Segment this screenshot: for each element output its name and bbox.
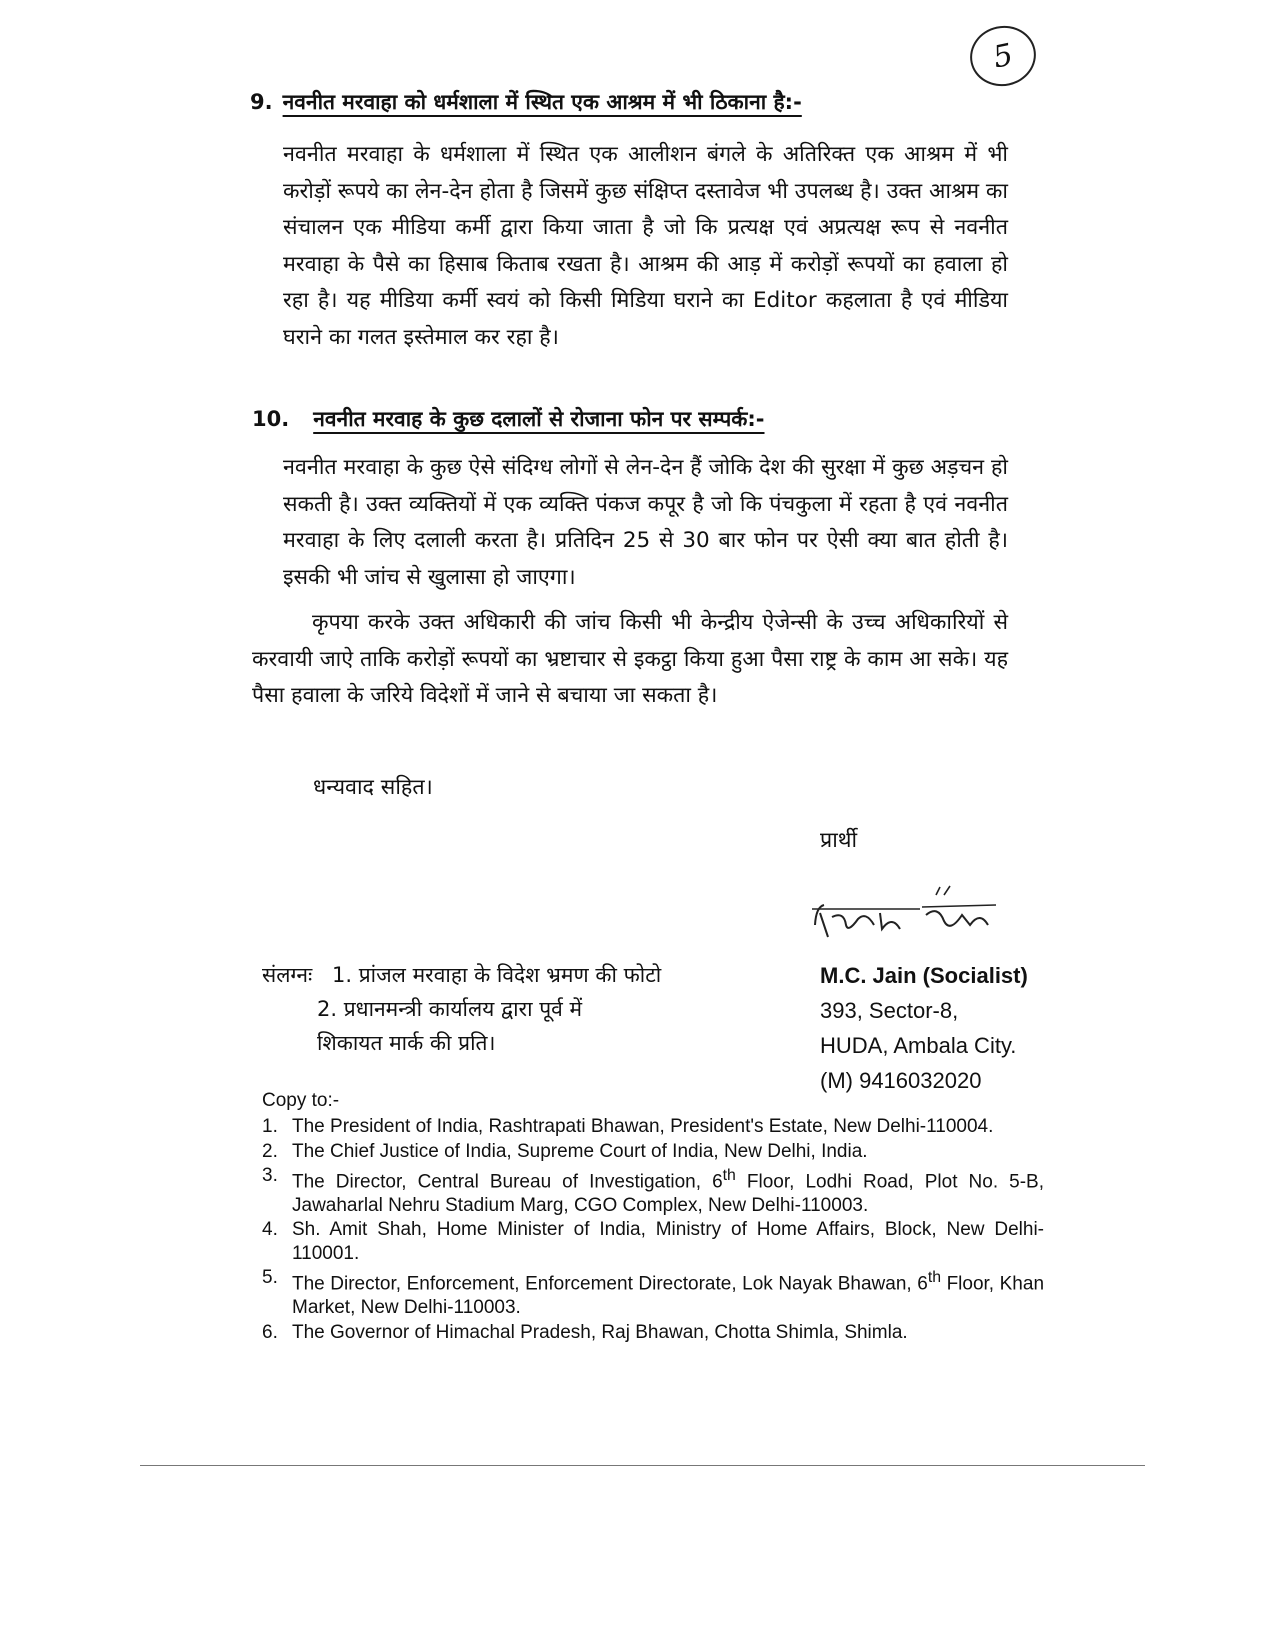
list-item [262, 1321, 1044, 1345]
item-text [292, 1266, 1044, 1319]
item-number: 4. [262, 1219, 278, 1241]
item-text: Sh. Amit Shah, Home Minister of India, Ministry of Home Affairs, Block, New Delhi-110001. [292, 1219, 1044, 1264]
sender-name: M.C. Jain (Socialist) [820, 963, 1028, 988]
page-number-circle [964, 20, 1041, 92]
item-number: 2. [262, 1140, 278, 1162]
enclosures-label: संलग्नः [262, 963, 313, 987]
item-number: 6. [262, 1321, 278, 1343]
item-text: The Governor of Himachal Pradesh, Raj Bhawan, Chotta Shimla, Shimla. [292, 1321, 908, 1343]
page-number: 5 [990, 36, 1016, 76]
enclosures [262, 958, 661, 1060]
list-item [262, 1218, 1044, 1265]
item-text: The President of India, Rashtrapati Bhawan, President's Estate, New Delhi-110004. [292, 1116, 994, 1137]
section-10-heading [252, 405, 765, 433]
sender-address-line-1: 393, Sector-8, [820, 998, 959, 1023]
item-text [292, 1164, 1044, 1217]
list-item [262, 1164, 1044, 1217]
section-9-body: नवनीत मरवाहा के धर्मशाला में स्थित एक आलीशन बंगले के अतिरिक्त एक आश्रम में भी करोड़ों रूपये का लेन-देन होता है जिसमें कुछ संक्षिप्त दस्तावेज भी उपलब्ध है। उक्त आश्रम का संचालन एक मीडिया कर्मी द्वारा किया जाता है जो कि प्रत्यक्ष एवं अप्रत्यक्ष रूप से नवनीत मरवाहा के पैसे का हिसाब किताब रखता है। आश्रम की आड़ में करोड़ों रूपयों का हवाला हो रहा है। यह मीडिया कर्मी स्वयं को किसी मिडिया घराने का Editor कहलाता है एवं मीडिया घराने का गलत इस्तेमाल कर रहा है। [283, 142, 1008, 350]
enclosure-item: शिकायत मार्क की प्रति। [317, 1031, 496, 1055]
item-text-part: Floor, Khan Market, New Delhi-110003. [292, 1273, 1045, 1319]
item-number: 1. [262, 1116, 278, 1137]
applicant-label: प्रार्थी [820, 828, 858, 853]
list-item [262, 1266, 1044, 1319]
section-number: 9. [250, 90, 273, 114]
copy-to-title: Copy to:- [262, 1090, 340, 1111]
section-9-heading [250, 88, 802, 116]
list-item [262, 1115, 1044, 1139]
item-text: The Chief Justice of India, Supreme Court of India, New Delhi, India. [292, 1140, 868, 1162]
signature [810, 885, 1000, 955]
sender-block [820, 958, 1028, 1098]
enclosure-item: 2. प्रधानमन्त्री कार्यालय द्वारा पूर्व में [317, 997, 583, 1021]
sender-phone: (M) 9416032020 [820, 1068, 982, 1093]
enclosure-item: 1. प्रांजल मरवाहा के विदेश भ्रमण की फोटो [332, 963, 662, 987]
sender-address-line-2: HUDA, Ambala City. [820, 1033, 1017, 1058]
request-paragraph: कृपया करके उक्त अधिकारी की जांच किसी भी केन्द्रीय ऐजेन्सी के उच्च अधिकारियों से करवायी जाऐ ताकि करोड़ों रूपयों का भ्रष्टाचार से इकट्ठा किया हुआ पैसा राष्ट्र के काम आ सके। यह पैसा हवाला के जरिये विदेशों में जाने से बचाया जा सकता है। [252, 610, 1008, 708]
list-item [262, 1140, 1044, 1164]
section-number: 10. [252, 407, 290, 431]
item-text-part: Floor, Lodhi Road, Plot No. 5-B, Jawaharlal Nehru Stadium Marg, CGO Complex, New Delhi-110003. [292, 1171, 1044, 1216]
section-title: नवनीत मरवाह के कुछ दलालों से रोजाना फोन पर सम्पर्क:- [313, 407, 765, 431]
section-10-body: नवनीत मरवाहा के कुछ ऐसे संदिग्ध लोगों से लेन-देन हैं जोकि देश की सुरक्षा में कुछ अड़चन हो सकती है। उक्त व्यक्तियों में एक व्यक्ति पंकज कपूर है जो कि पंचकुला में रहता है एवं नवनीत मरवाहा के लिए दलाली करता है। प्रतिदिन 25 से 30 बार फोन पर ऐसी क्या बात होती है। इसकी भी जांच से खुलासा हो जाएगा। [283, 455, 1008, 590]
closing-text: धन्यवाद सहित। [313, 775, 433, 800]
ordinal-suffix: th [722, 1167, 736, 1184]
bottom-divider [140, 1465, 1145, 1466]
item-number: 3. [262, 1165, 278, 1186]
item-text-part: The Director, Enforcement, Enforcement Directorate, Lok Nayak Bhawan, 6 [292, 1273, 928, 1295]
copy-to-list [262, 1115, 1044, 1345]
item-text-part: The Director, Central Bureau of Investigation, 6 [292, 1171, 723, 1193]
item-number: 5. [262, 1267, 278, 1289]
section-title: नवनीत मरवाहा को धर्मशाला में स्थित एक आश्रम में भी ठिकाना है:- [282, 90, 802, 114]
ordinal-suffix: th [927, 1269, 942, 1287]
